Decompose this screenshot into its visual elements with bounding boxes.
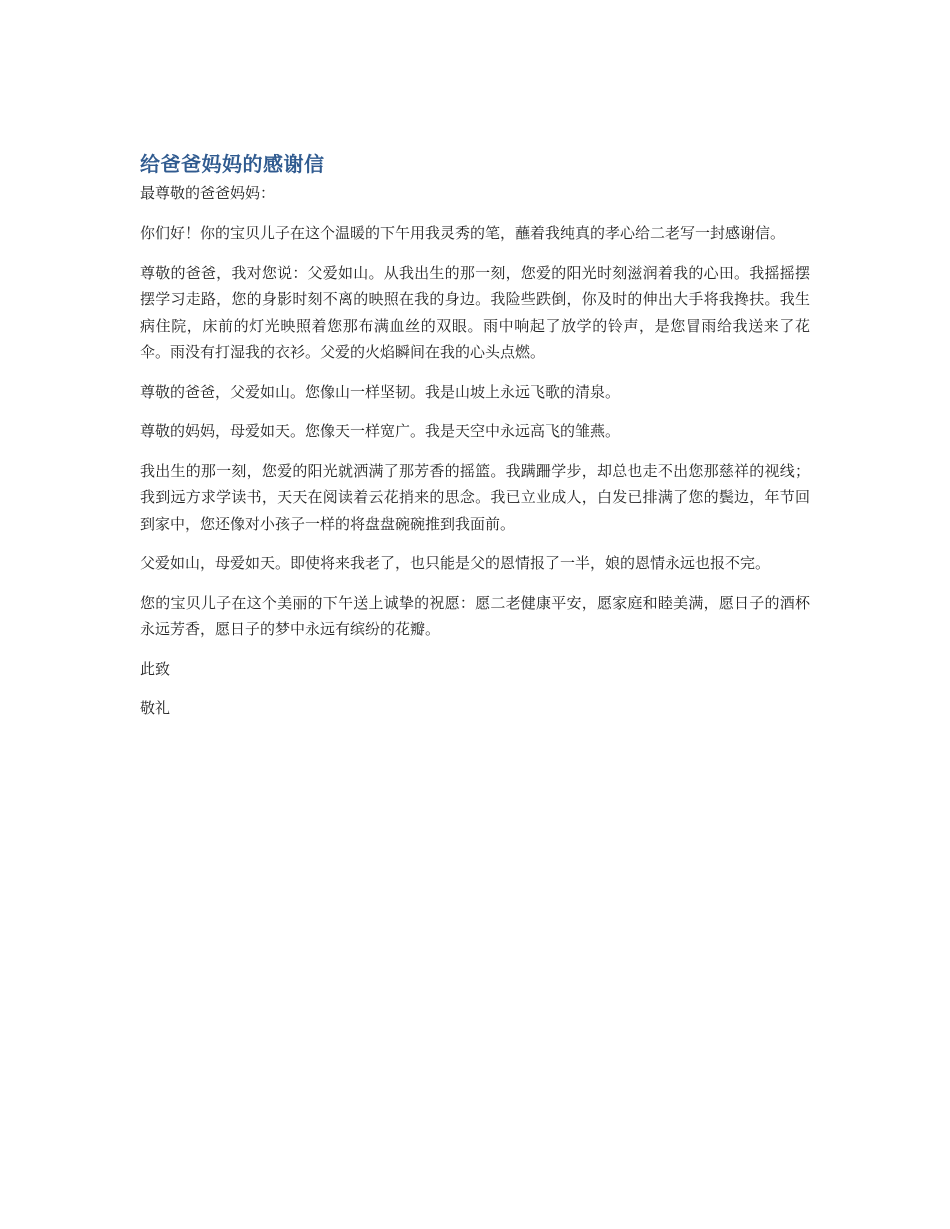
letter-greeting: 最尊敬的爸爸妈妈： bbox=[140, 184, 276, 202]
paragraph-5: 我出生的那一刻，您爱的阳光就洒满了那芳香的摇篮。我蹒跚学步，却总也走不出您那慈祥的视线；我到远方求学读书，天天在阅读着云花捎来的思念。我已立业成人，白发已排满了您的鬓边，年节回到家中，您还像对小孩子一样的将盘盘碗碗推到我面前。 bbox=[140, 461, 810, 533]
paragraph-2: 尊敬的爸爸，我对您说：父爱如山。从我出生的那一刻，您爱的阳光时刻滋润着我的心田。我摇摇摆摆学习走路，您的身影时刻不离的映照在我的身边。我险些跌倒，你及时的伸出大手将我搀扶。我生病住院，床前的灯光映照着您那布满血丝的双眼。雨中响起了放学的铃声，是您冒雨给我送来了花伞。雨没有打湿我的衣衫。父爱的火焰瞬间在我的心头点燃。 bbox=[140, 263, 810, 361]
paragraph-7: 您的宝贝儿子在这个美丽的下午送上诚挚的祝愿：愿二老健康平安，愿家庭和睦美满，愿日子的酒杯永远芳香，愿日子的梦中永远有缤纷的花瓣。 bbox=[140, 593, 810, 638]
paragraph-3: 尊敬的爸爸，父爱如山。您像山一样坚韧。我是山坡上永远飞歌的清泉。 bbox=[140, 382, 621, 401]
page-title: 给爸爸妈妈的感谢信 bbox=[140, 152, 325, 176]
closing-line-1: 此致 bbox=[140, 659, 171, 678]
paragraph-6: 父爱如山，母爱如天。即使将来我老了，也只能是父的恩情报了一半，娘的恩情永远也报不完。 bbox=[140, 554, 771, 572]
paragraph-4: 尊敬的妈妈，母爱如天。您像天一样宽广。我是天空中永远高飞的雏燕。 bbox=[140, 422, 621, 440]
letter-page bbox=[140, 150, 810, 735]
paragraph-1: 你们好！你的宝贝儿子在这个温暖的下午用我灵秀的笔，蘸着我纯真的孝心给二老写一封感谢信。 bbox=[140, 224, 786, 242]
closing-line-2: 敬礼 bbox=[140, 699, 171, 717]
